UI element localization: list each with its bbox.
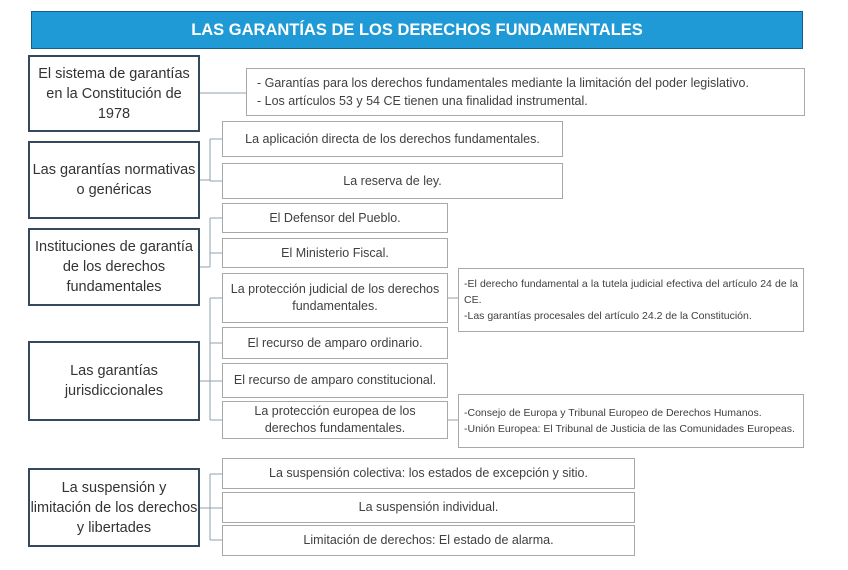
item-amparo-ordinario: El recurso de amparo ordinario. xyxy=(222,327,448,359)
note-line: -Las garantías procesales del artículo 24.2 de la Constitución. xyxy=(464,310,752,322)
category-label: Las garantías normativas o genéricas xyxy=(32,162,196,198)
item-proteccion-europea: La protección europea de los derechos fundamentales. xyxy=(222,401,448,439)
item-amparo-constitucional: El recurso de amparo constitucional. xyxy=(222,363,448,398)
category-label: La suspensión y limitación de los derechos y libertades xyxy=(30,479,198,536)
note-line: -Consejo de Europa y Tribunal Europeo de Derechos Humanos. xyxy=(464,407,762,419)
category-suspension-limitacion xyxy=(28,468,200,547)
item-proteccion-judicial: La protección judicial de los derechos fundamentales. xyxy=(222,273,448,323)
item-suspension-colectiva: La suspensión colectiva: los estados de excepción y sitio. xyxy=(222,458,635,489)
item-estado-de-alarma: Limitación de derechos: El estado de alarma. xyxy=(222,525,635,556)
item-suspension-individual: La suspensión individual. xyxy=(222,492,635,523)
category-label: Las garantías jurisdiccionales xyxy=(64,363,164,399)
note-line: -Unión Europea: El Tribunal de Justicia de las Comunidades Europeas. xyxy=(464,423,795,435)
note-line: -El derecho fundamental a la tutela judicial efectiva del artículo 24 de la CE. xyxy=(464,278,798,306)
category-instituciones-garantia xyxy=(28,228,200,306)
category-sistema-garantias xyxy=(28,55,200,132)
category-label: El sistema de garantías en la Constitución de 1978 xyxy=(38,65,190,122)
category-garantias-jurisdiccionales xyxy=(28,341,200,421)
note-line: - Los artículos 53 y 54 CE tienen una finalidad instrumental. xyxy=(257,94,588,108)
item-aplicacion-directa: La aplicación directa de los derechos fundamentales. xyxy=(222,121,563,157)
category-garantias-normativas xyxy=(28,141,200,219)
item-reserva-de-ley: La reserva de ley. xyxy=(222,163,563,199)
note-proteccion-judicial xyxy=(458,268,804,332)
item-defensor-del-pueblo: El Defensor del Pueblo. xyxy=(222,203,448,233)
note-sistema xyxy=(246,68,805,116)
category-label: Instituciones de garantía de los derechos fundamentales xyxy=(35,239,193,295)
note-line: - Garantías para los derechos fundamentales mediante la limitación del poder legislativo. xyxy=(257,76,749,90)
diagram-title: LAS GARANTÍAS DE LOS DERECHOS FUNDAMENTALES xyxy=(31,11,803,49)
note-proteccion-europea xyxy=(458,394,804,448)
item-ministerio-fiscal: El Ministerio Fiscal. xyxy=(222,238,448,268)
